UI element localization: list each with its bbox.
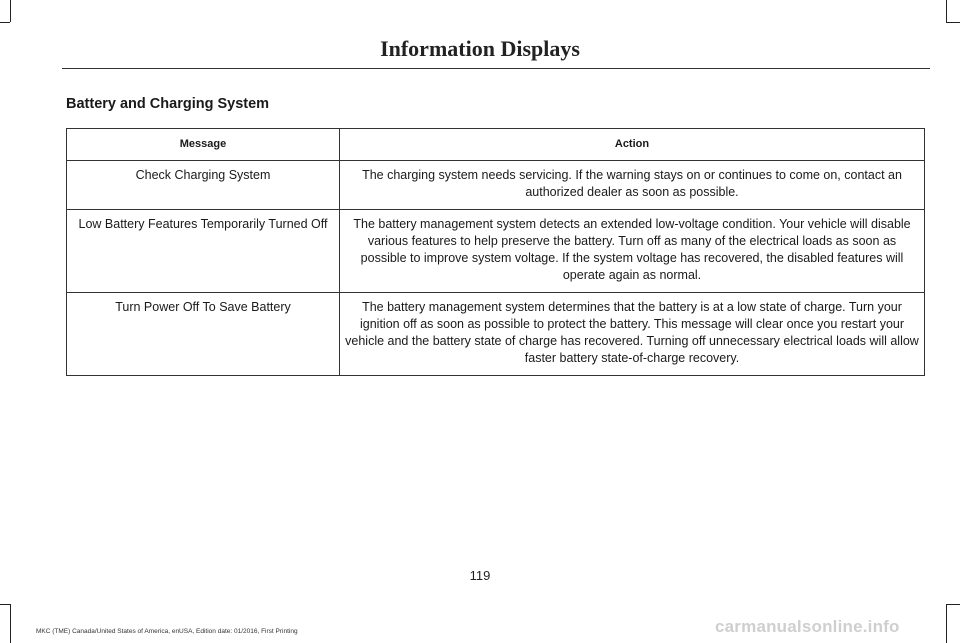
message-cell: Low Battery Features Temporarily Turned Off bbox=[67, 210, 340, 293]
table-row bbox=[67, 210, 925, 293]
page-title: Information Displays bbox=[380, 36, 580, 61]
action-cell: The battery management system determines that the battery is at a low state of charge. Turn your ignition off as soon as possible to protect the battery. This message will clear once you restart your vehicle and the battery state of charge has recovered. Turning off unnecessary electrical loads will allow faster battery state-of-charge recovery. bbox=[340, 293, 925, 376]
crop-mark-bottom-right-vertical bbox=[946, 604, 947, 643]
edition-footer: MKC (TME) Canada/United States of America, enUSA, Edition date: 01/2016, First Printing bbox=[36, 628, 298, 635]
table-row bbox=[67, 161, 925, 210]
watermark: carmanualsonline.info bbox=[715, 617, 900, 636]
column-header-action: Action bbox=[340, 129, 925, 161]
action-cell: The charging system needs servicing. If the warning stays on or continues to come on, contact an authorized dealer as soon as possible. bbox=[340, 161, 925, 210]
action-cell: The battery management system detects an extended low-voltage condition. Your vehicle will disable various features to help preserve the battery. Turn off as many of the electrical loads as soon as possible to improve system voltage. If the system voltage has recovered, the disabled features will operate again as normal. bbox=[340, 210, 925, 293]
crop-mark-bottom-left-horizontal bbox=[0, 604, 10, 605]
header-rule bbox=[62, 68, 930, 69]
crop-mark-top-left-vertical bbox=[10, 0, 11, 22]
page-number: 119 bbox=[469, 568, 491, 583]
section-heading: Battery and Charging System bbox=[66, 96, 270, 112]
crop-mark-bottom-left-vertical bbox=[10, 604, 11, 643]
crop-mark-top-right-vertical bbox=[946, 0, 947, 22]
crop-mark-top-right-horizontal bbox=[946, 22, 960, 23]
crop-mark-top-left-horizontal bbox=[0, 22, 10, 23]
message-cell: Turn Power Off To Save Battery bbox=[67, 293, 340, 376]
table-row bbox=[67, 293, 925, 376]
message-cell: Check Charging System bbox=[67, 161, 340, 210]
column-header-message: Message bbox=[67, 129, 340, 161]
message-table bbox=[66, 128, 925, 376]
table-header-row bbox=[67, 129, 925, 161]
crop-mark-bottom-right-horizontal bbox=[946, 604, 960, 605]
